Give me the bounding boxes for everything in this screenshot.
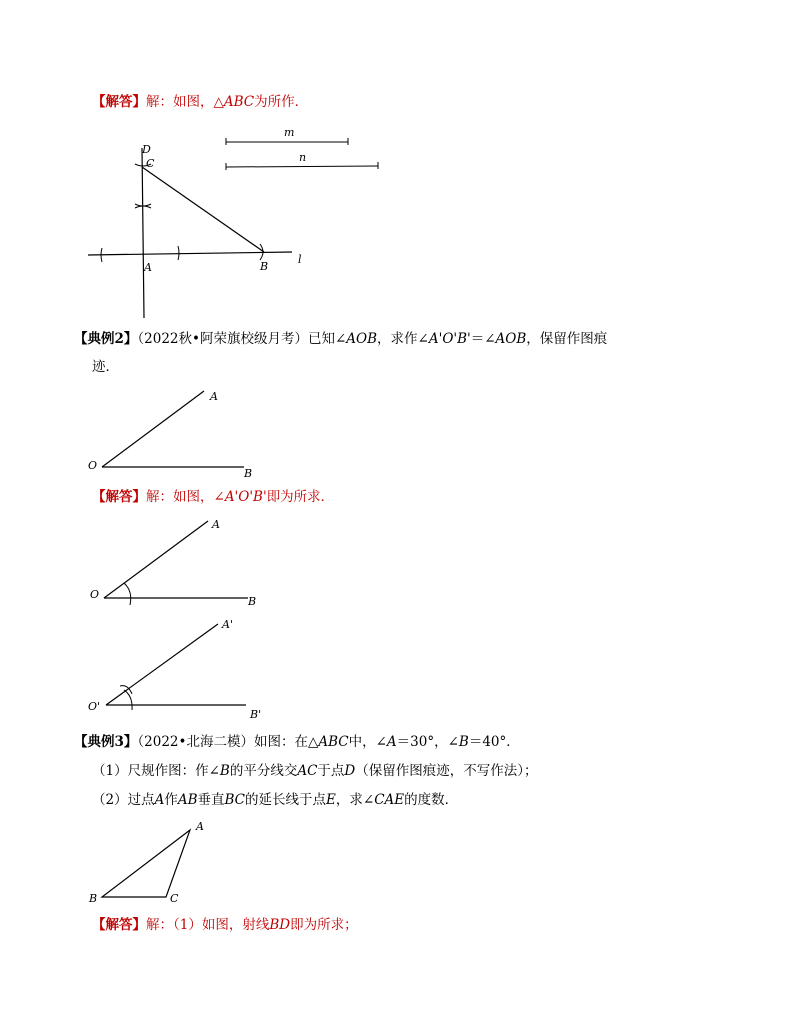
example-3-line-1: [74, 733, 520, 751]
question-var: CAE: [374, 792, 405, 808]
label-b: B: [89, 892, 98, 905]
label-o: O: [88, 459, 98, 472]
label-o-prime: O': [88, 700, 101, 713]
question-var: AB: [177, 792, 198, 808]
label-b: B: [244, 467, 253, 480]
answer-tag: 【解答】: [92, 94, 146, 110]
label-c: C: [146, 157, 155, 170]
example-text: ，求作∠: [377, 331, 429, 347]
question-var: AC: [297, 763, 318, 779]
example-3-question-1: [92, 762, 538, 780]
label-d: D: [142, 143, 151, 156]
arc-angle: [124, 690, 132, 710]
question-text: （2）过点: [92, 792, 155, 808]
label-a: A: [210, 390, 218, 403]
label-a-prime: A': [222, 618, 233, 631]
example-text: ，保留作图痕: [526, 331, 608, 347]
question-var: BC: [224, 792, 246, 808]
answer-var: A'O'B': [224, 489, 267, 505]
example-var: AOB: [346, 331, 378, 347]
example-var: A: [386, 734, 397, 750]
answer-3-line: [92, 916, 358, 934]
answer-text: 解：（1）如图，射线: [146, 917, 270, 933]
line-l: [88, 252, 292, 255]
question-var: D: [344, 763, 356, 779]
figure-3a-angle-aob: [88, 513, 288, 613]
triangle-abc: [102, 830, 190, 897]
answer-var: ABC: [223, 94, 255, 110]
answer-var: BD: [269, 917, 291, 933]
question-text: 的度数．: [404, 792, 459, 808]
label-n: n: [299, 151, 307, 164]
example-2-line-1: [74, 330, 607, 348]
vertical-line: [142, 148, 144, 318]
label-b: B: [260, 260, 269, 273]
question-text: 的平分线交: [229, 763, 298, 779]
answer-tail: 即为所求．: [266, 489, 335, 505]
question-var: A: [154, 792, 165, 808]
label-a: A: [144, 261, 152, 274]
question-var: B: [219, 763, 230, 779]
answer-2-line: [92, 488, 334, 506]
example-tag: 【典例2】: [74, 331, 138, 347]
answer-tag: 【解答】: [92, 489, 146, 505]
example-var: ABC: [318, 734, 349, 750]
label-o: O: [90, 588, 100, 601]
question-text: 于点: [317, 763, 345, 779]
example-text: ＝40°．: [468, 734, 520, 750]
figure-2-angle-aob: [86, 385, 286, 485]
answer-1-line: [92, 93, 308, 111]
example-var: B: [458, 734, 469, 750]
label-c: C: [170, 892, 179, 905]
question-text: 垂直: [197, 792, 225, 808]
label-a: A: [196, 820, 204, 833]
answer-tail: 即为所求；: [290, 917, 358, 933]
question-text: （1）尺规作图：作∠: [92, 763, 220, 779]
tick-right: [178, 246, 179, 260]
label-l: l: [298, 253, 302, 266]
ray-oa: [102, 391, 204, 467]
label-b: B: [248, 595, 257, 608]
example-var: A'O'B': [428, 331, 471, 347]
answer-tail: 为所作．: [254, 94, 309, 110]
example-text: 迹．: [92, 359, 119, 375]
label-a: A: [212, 518, 220, 531]
example-text: （2022•北海二模）如图：在△: [137, 734, 319, 750]
question-var: E: [326, 792, 336, 808]
question-text: 的延长线于点: [245, 792, 327, 808]
answer-text: 解：如图，∠: [146, 489, 225, 505]
example-text: ＝30°，∠: [396, 734, 459, 750]
figure-3b-angle-a-o-b-prime: [86, 614, 286, 724]
label-b-prime: B': [250, 708, 262, 721]
segment-n: [226, 166, 378, 167]
figure-4-triangle-abc: [86, 818, 226, 908]
example-3-question-2: [92, 791, 458, 809]
answer-tag: 【解答】: [92, 917, 146, 933]
segment-cb: [142, 167, 264, 252]
ray-oa-prime: [106, 624, 218, 705]
answer-text: 解：如图，△: [146, 94, 224, 110]
question-text: （保留作图痕迹，不写作法）；: [355, 763, 538, 779]
label-m: m: [284, 126, 295, 139]
example-var: AOB: [495, 331, 527, 347]
example-2-line-2: [92, 358, 119, 376]
figure-1-triangle-construction: [80, 120, 400, 330]
question-text: 作: [164, 792, 178, 808]
example-text: ＝∠: [470, 331, 496, 347]
arc-angle: [124, 583, 131, 605]
example-text: 中，∠: [348, 734, 387, 750]
ray-oa: [104, 521, 208, 598]
question-text: ，求∠: [335, 792, 375, 808]
example-text: （2022秋•阿荣旗校级月考）已知∠: [137, 331, 347, 347]
example-tag: 【典例3】: [74, 734, 138, 750]
